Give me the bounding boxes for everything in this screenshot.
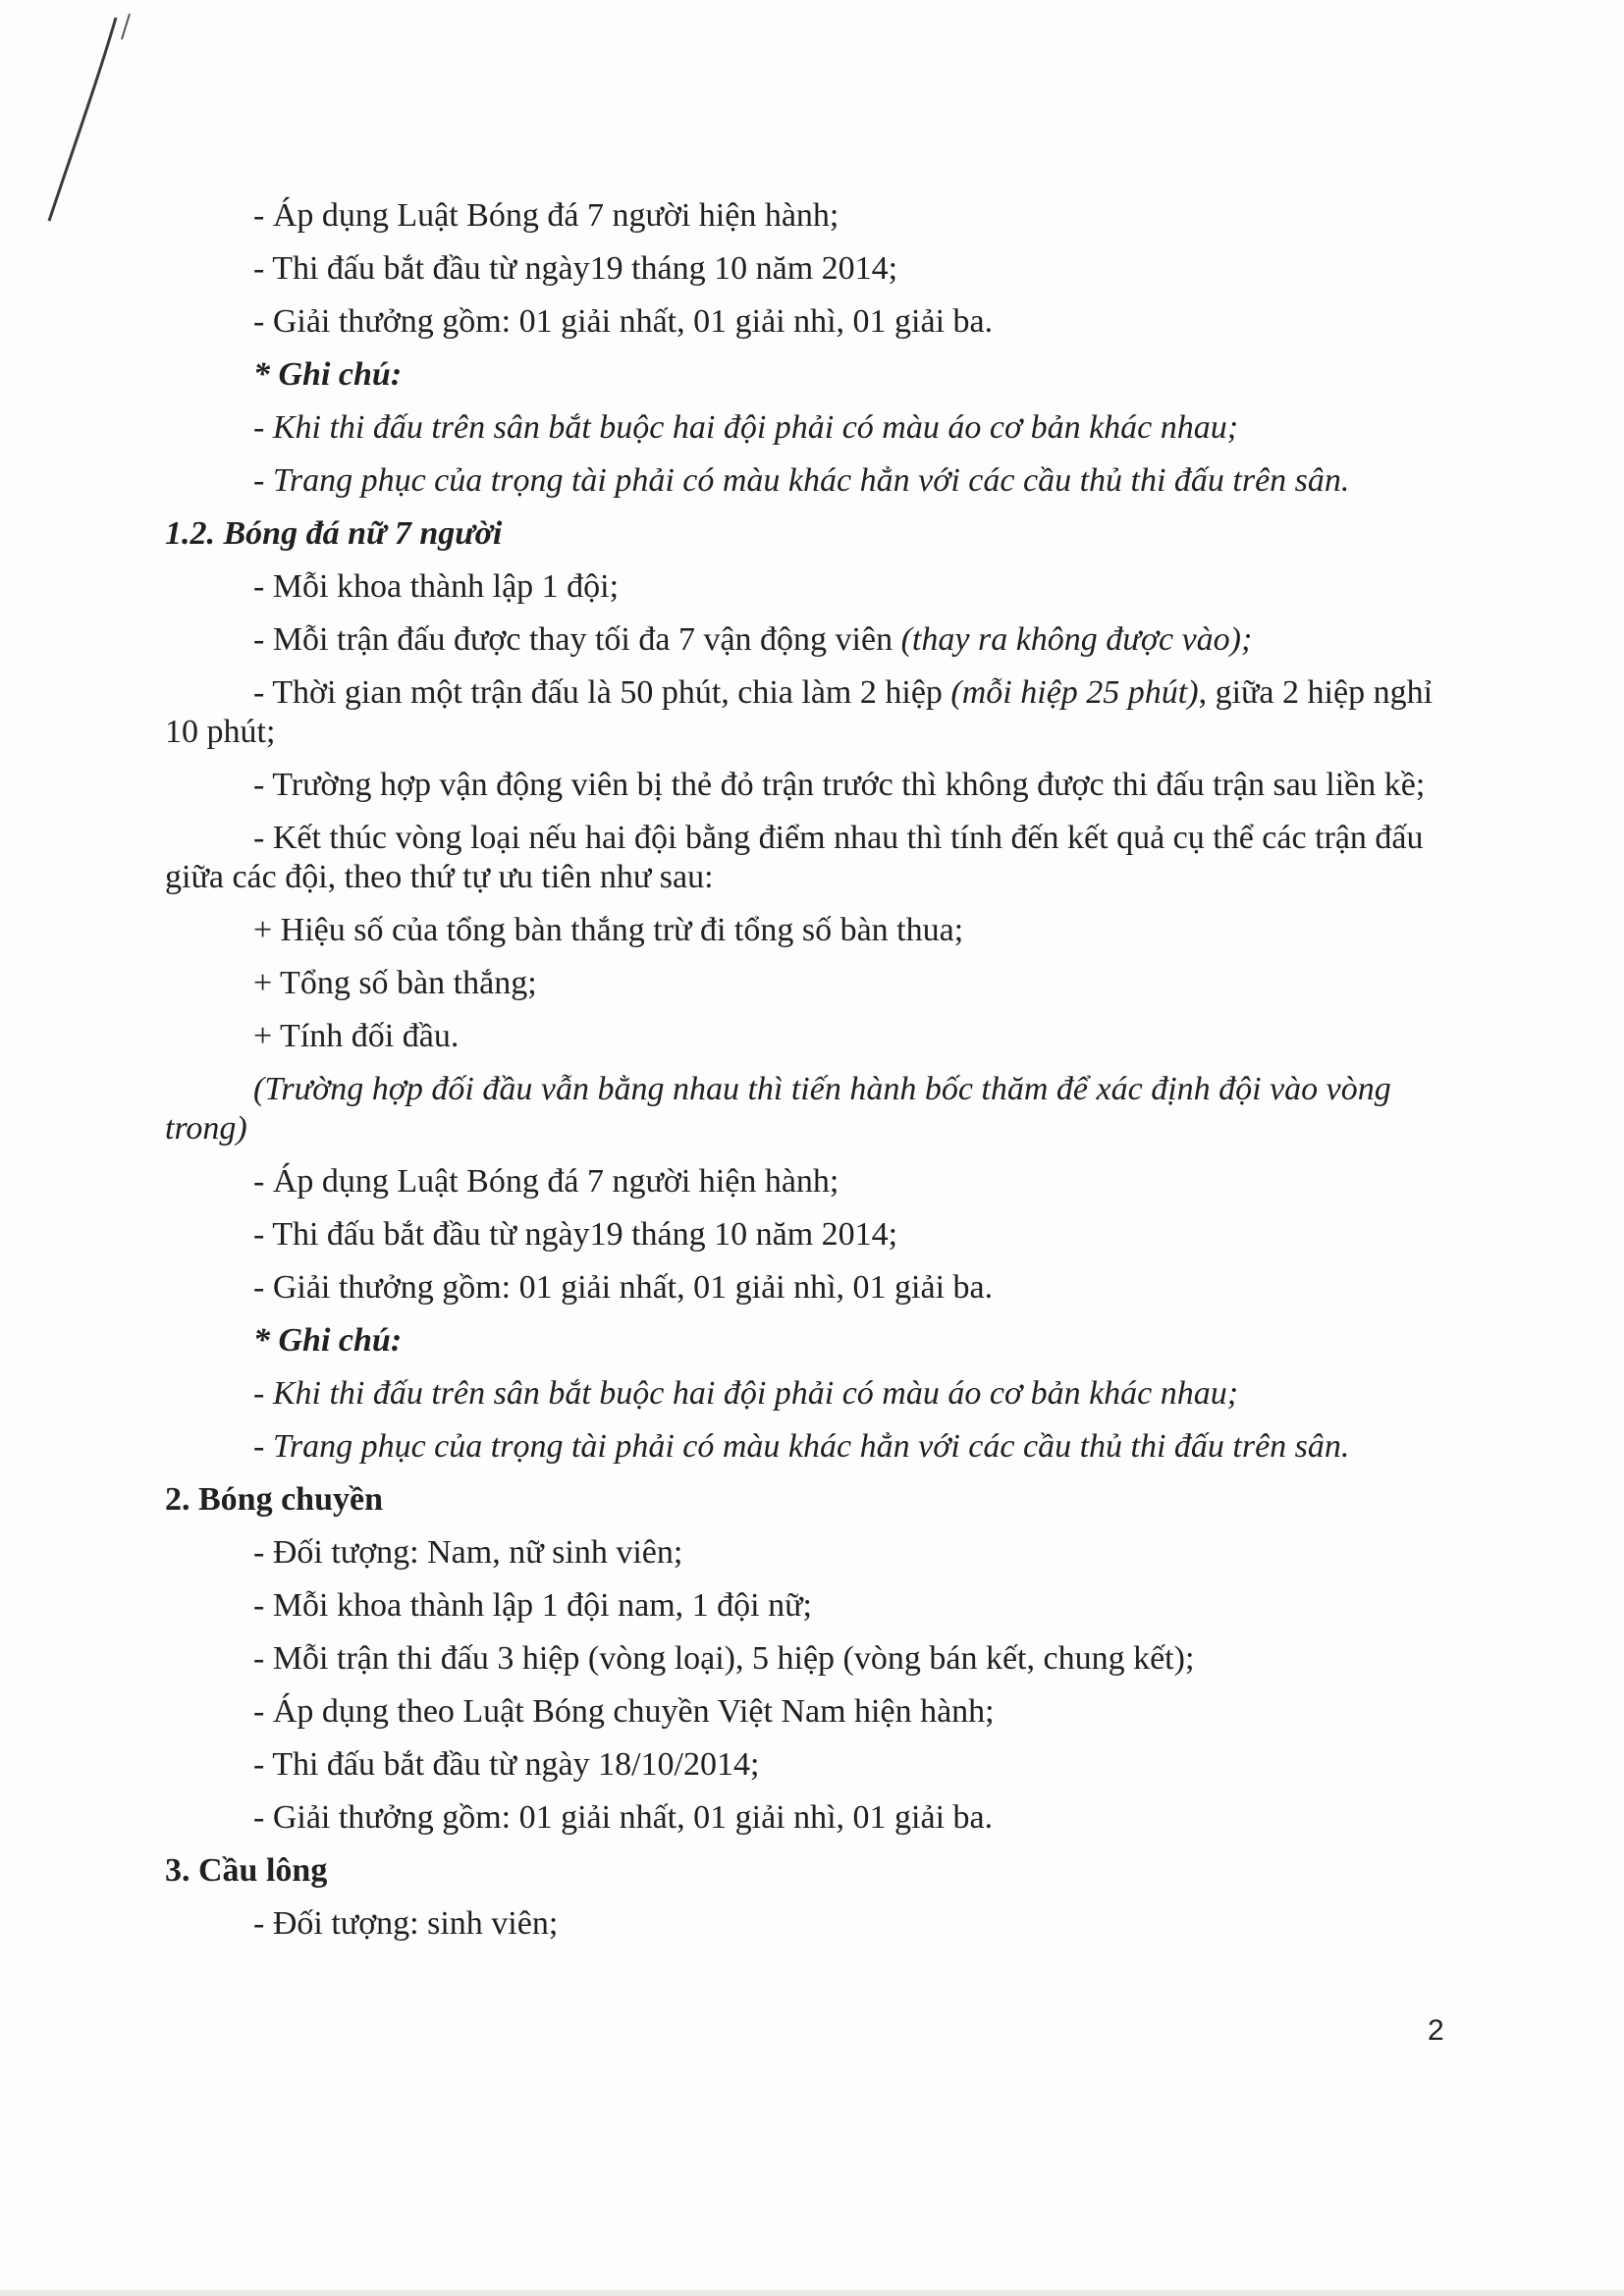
section-heading: 2. Bóng chuyền — [165, 1481, 383, 1518]
list-item: - Áp dụng Luật Bóng đá 7 người hiện hành; — [253, 1163, 839, 1200]
document-body — [165, 196, 1441, 1957]
scan-stroke-mark — [20, 10, 137, 226]
list-item — [165, 620, 1441, 660]
list-item: - Mỗi trận thi đấu 3 hiệp (vòng loại), 5 hiệp (vòng bán kết, chung kết); — [253, 1640, 1195, 1677]
section-heading: 3. Cầu lông — [165, 1852, 328, 1889]
rule-line: - Áp dụng Luật Bóng đá 7 người hiện hành; — [253, 197, 839, 234]
list-item-italic: (thay ra không được vào); — [900, 621, 1253, 658]
priority-item: + Tính đối đầu. — [253, 1018, 460, 1054]
page-number: 2 — [1428, 2014, 1444, 2047]
note-line: - Trang phục của trọng tài phải có màu khác hẳn với các cầu thủ thi đấu trên sân. — [253, 462, 1350, 499]
list-item: - Thi đấu bắt đầu từ ngày 18/10/2014; — [253, 1746, 760, 1783]
priority-item: + Hiệu số của tổng bàn thắng trừ đi tổng số bàn thua; — [253, 912, 964, 948]
scan-bottom-edge — [0, 2290, 1624, 2296]
list-item: - Mỗi khoa thành lập 1 đội; — [253, 568, 620, 605]
list-item: - Trường hợp vận động viên bị thẻ đỏ trận trước thì không được thi đấu trận sau liền kề; — [253, 767, 1426, 803]
note-line: - Trang phục của trọng tài phải có màu khác hẳn với các cầu thủ thi đấu trên sân. — [253, 1428, 1350, 1465]
priority-item: + Tổng số bàn thắng; — [253, 965, 537, 1001]
list-item: - Áp dụng theo Luật Bóng chuyền Việt Nam hiện hành; — [253, 1693, 995, 1730]
note-line: - Khi thi đấu trên sân bắt buộc hai đội phải có màu áo cơ bản khác nhau; — [253, 1375, 1239, 1412]
list-item: - Đối tượng: Nam, nữ sinh viên; — [253, 1534, 683, 1571]
list-item: - Giải thưởng gồm: 01 giải nhất, 01 giải nhì, 01 giải ba. — [253, 1799, 994, 1836]
list-item: - Mỗi khoa thành lập 1 đội nam, 1 đội nữ; — [253, 1587, 812, 1624]
start-date-line: - Thi đấu bắt đầu từ ngày19 tháng 10 năm 2014; — [253, 250, 898, 287]
list-item-text: , giữa 2 hiệp nghỉ 10 phút; — [165, 674, 1434, 750]
section-heading: 1.2. Bóng đá nữ 7 người — [165, 515, 503, 552]
list-item: - Kết thúc vòng loại nếu hai đội bằng điểm nhau thì tính đến kết quả cụ thể các trận đấu giữa các đội, theo thứ tự ưu tiên như sau: — [165, 820, 1424, 895]
note-line: - Khi thi đấu trên sân bắt buộc hai đội phải có màu áo cơ bản khác nhau; — [253, 409, 1239, 446]
list-item-text: - Mỗi trận đấu được thay tối đa 7 vận động viên — [253, 621, 901, 658]
note-title: * Ghi chú: — [253, 1322, 403, 1359]
list-item-italic: (mỗi hiệp 25 phút) — [950, 674, 1199, 711]
tie-note: (Trường hợp đối đầu vẫn bằng nhau thì tiến hành bốc thăm để xác định đội vào vòng trong) — [165, 1071, 1391, 1147]
prize-line: - Giải thưởng gồm: 01 giải nhất, 01 giải nhì, 01 giải ba. — [253, 303, 994, 340]
note-title: * Ghi chú: — [253, 356, 403, 393]
list-item-text: - Thời gian một trận đấu là 50 phút, chia làm 2 hiệp — [253, 674, 951, 711]
list-item: - Giải thưởng gồm: 01 giải nhất, 01 giải nhì, 01 giải ba. — [253, 1269, 994, 1306]
list-item — [165, 673, 1441, 752]
list-item: - Đối tượng: sinh viên; — [253, 1905, 559, 1942]
list-item: - Thi đấu bắt đầu từ ngày19 tháng 10 năm 2014; — [253, 1216, 898, 1253]
